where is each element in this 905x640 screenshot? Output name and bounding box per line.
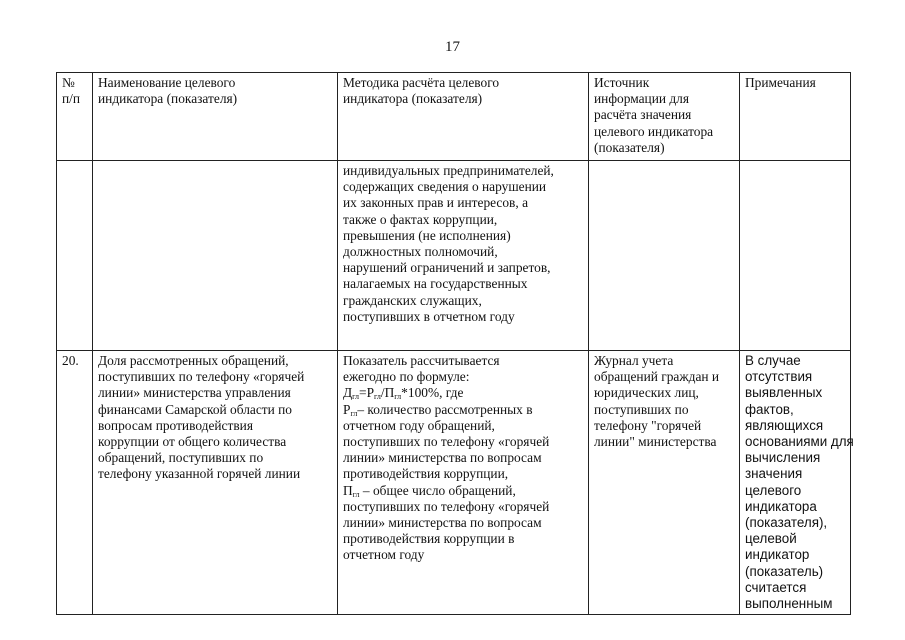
- method-line: индивидуальных предпринимателей,: [343, 163, 554, 178]
- source-line: линии" министерства: [594, 434, 717, 450]
- method-line: превышения (не исполнения): [343, 227, 511, 243]
- cell-notes: [740, 161, 851, 351]
- notes-line: целевой: [745, 531, 797, 547]
- cell-number: [57, 351, 93, 615]
- notes-line: индикатора: [745, 498, 817, 514]
- indicators-table: [56, 72, 854, 615]
- r-subscript: гл: [350, 408, 358, 418]
- notes-line: фактов,: [745, 401, 794, 417]
- header-source-line: (показателя): [594, 139, 665, 155]
- name-line: телефону указанной горячей линии: [98, 466, 301, 482]
- formula-d: Д: [343, 385, 353, 401]
- method-line: линии» министерства по вопросам: [343, 450, 542, 466]
- method-line: гражданских служащих,: [343, 292, 482, 308]
- notes-line: значения: [745, 466, 803, 482]
- name-line: обращений, поступивших по: [98, 450, 264, 466]
- cell-notes: [740, 351, 854, 615]
- method-line: линии» министерства по вопросам: [343, 515, 542, 531]
- p-definition-line: [343, 483, 584, 499]
- cell-source: [589, 351, 740, 615]
- header-name-line: Наименование целевого: [98, 75, 236, 90]
- header-name-line: индикатора (показателя): [98, 91, 238, 107]
- header-number-line: п/п: [62, 91, 81, 107]
- method-line: содержащих сведения о нарушении: [343, 179, 547, 195]
- method-line: должностных полномочий,: [343, 244, 498, 260]
- notes-line: являющихся: [745, 417, 824, 433]
- formula-subscript: гл: [374, 392, 381, 402]
- method-line: налагаемых на государственных: [343, 276, 528, 292]
- name-line: финансами Самарской области по: [98, 401, 293, 417]
- header-source-line: Источник: [594, 75, 650, 90]
- method-line: нарушений ограничений и запретов,: [343, 260, 551, 276]
- notes-line: В случае: [745, 353, 801, 368]
- source-line: поступивших по: [594, 401, 689, 417]
- header-source-line: информации для: [594, 91, 690, 107]
- notes-line: вычисления: [745, 450, 821, 466]
- header-number-line: №: [62, 75, 75, 90]
- cell-number: [57, 161, 93, 351]
- cell-method: [338, 351, 589, 615]
- cell-indicator-name: [93, 351, 338, 615]
- notes-line: выполненным: [745, 596, 833, 612]
- method-line: отчетном году обращений,: [343, 417, 495, 433]
- name-line: Доля рассмотренных обращений,: [98, 353, 289, 368]
- header-method: [338, 73, 589, 161]
- row-number: 20.: [62, 353, 79, 368]
- header-indicator-name: [93, 73, 338, 161]
- header-source-line: расчёта значения: [594, 107, 692, 123]
- formula-eq: =Р: [359, 385, 375, 401]
- cell-name: [93, 161, 338, 351]
- method-line: их законных прав и интересов, а: [343, 195, 529, 211]
- header-method-line: Методика расчёта целевого: [343, 75, 500, 90]
- method-line: отчетном году: [343, 547, 425, 563]
- notes-line: целевого: [745, 482, 802, 498]
- name-line: вопросам противодействия: [98, 417, 253, 433]
- p-subscript: гл: [352, 489, 360, 499]
- method-line: Показатель рассчитывается: [343, 353, 500, 368]
- formula-subscript: гл: [352, 392, 360, 402]
- source-line: обращений граждан и: [594, 369, 720, 385]
- name-line: поступивших по телефону «горячей: [98, 369, 305, 385]
- name-line: коррупции от общего количества: [98, 434, 287, 450]
- notes-line: считается: [745, 579, 807, 595]
- notes-line: основаниями для: [745, 434, 854, 450]
- source-line: телефону "горячей: [594, 417, 702, 433]
- notes-line: (показателя),: [745, 515, 828, 531]
- table-header-row: [57, 73, 851, 161]
- method-line: ежегодно по формуле:: [343, 369, 470, 385]
- method-line: поступивших по телефону «горячей: [343, 434, 550, 450]
- method-line: поступивших по телефону «горячей: [343, 498, 550, 514]
- formula-line: [343, 385, 584, 401]
- r-symbol: Р: [343, 401, 351, 417]
- p-definition-text: – общее число обращений,: [359, 482, 516, 498]
- p-symbol: П: [343, 482, 353, 498]
- table-row-20: [57, 351, 851, 615]
- header-source: [589, 73, 740, 161]
- header-notes: [740, 73, 851, 161]
- method-line: также о фактах коррупции,: [343, 211, 498, 227]
- method-line: поступивших в отчетном году: [343, 308, 515, 324]
- source-line: Журнал учета: [594, 353, 674, 368]
- formula-tail: *100%, где: [401, 385, 464, 401]
- notes-line: выявленных: [745, 385, 823, 401]
- r-definition-text: – количество рассмотренных в: [357, 401, 533, 417]
- table-row-continuation: [57, 161, 851, 351]
- method-line: противодействия коррупции,: [343, 466, 509, 482]
- notes-line: индикатор: [745, 547, 810, 563]
- notes-line: отсутствия: [745, 369, 813, 385]
- page-number: 17: [445, 39, 460, 55]
- formula-slash: /П: [380, 385, 395, 401]
- name-line: линии» министерства управления: [98, 385, 291, 401]
- notes-line: (показатель): [745, 563, 824, 579]
- r-definition-line: [343, 402, 584, 418]
- header-method-line: индикатора (показателя): [343, 91, 483, 107]
- cell-source: [589, 161, 740, 351]
- formula-subscript: гл: [394, 392, 402, 402]
- header-source-line: целевого индикатора: [594, 123, 714, 139]
- cell-method-continuation: [338, 161, 589, 351]
- source-line: юридических лиц,: [594, 385, 699, 401]
- header-notes-line: Примечания: [745, 75, 816, 90]
- method-line: противодействия коррупции в: [343, 531, 515, 547]
- header-number: [57, 73, 93, 161]
